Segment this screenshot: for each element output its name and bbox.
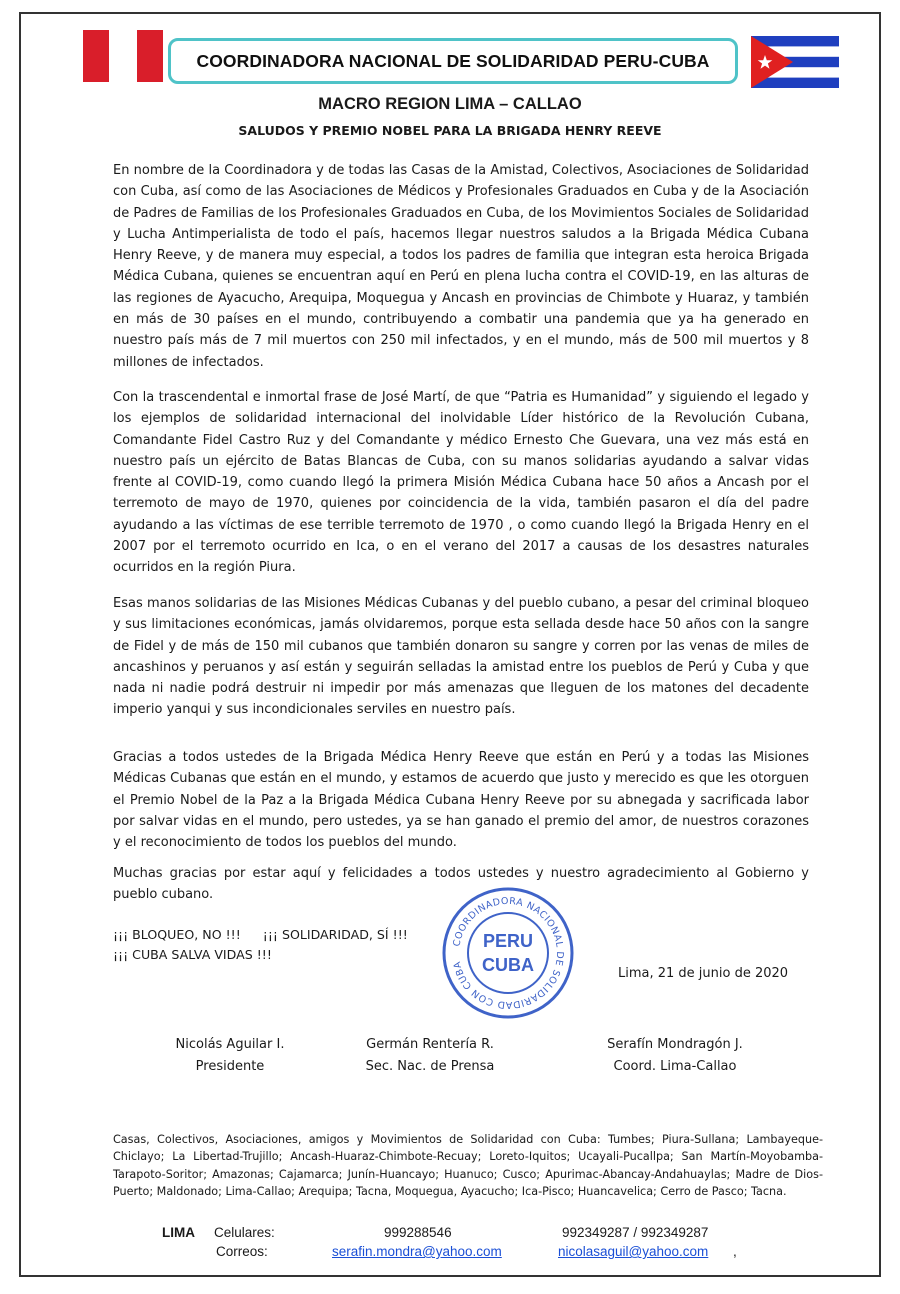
celulares-label: Celulares: [214, 1225, 275, 1240]
signatory-name: Nicolás Aguilar I. [175, 1037, 285, 1052]
signatory-block [330, 1034, 530, 1078]
cuba-flag-icon [751, 36, 839, 88]
slogans [113, 925, 408, 965]
phone-number: 992349287 / 992349287 [562, 1225, 709, 1240]
contact-city: LIMA [162, 1225, 195, 1240]
correos-label: Correos: [216, 1244, 268, 1259]
slogan-solidaridad: ¡¡¡ SOLIDARIDAD, SÍ !!! [262, 927, 408, 942]
document-date: Lima, 21 de junio de 2020 [618, 966, 789, 981]
signatory-role: Sec. Nac. de Prensa [365, 1059, 495, 1074]
email-separator: , [733, 1244, 737, 1259]
svg-text:PERU: PERU [482, 931, 534, 951]
signatory-block [575, 1034, 775, 1078]
document-subtitle: SALUDOS Y PREMIO NOBEL PARA LA BRIGADA HENRY REEVE [238, 123, 662, 138]
slogan-bloqueo: ¡¡¡ BLOQUEO, NO !!! [113, 927, 241, 942]
signatory-name: Germán Rentería R. [366, 1037, 494, 1052]
email-link[interactable]: serafin.mondra@yahoo.com [332, 1244, 502, 1259]
peru-flag-icon [83, 30, 163, 82]
signatory-role: Coord. Lima-Callao [613, 1059, 737, 1074]
signatory-name: Serafín Mondragón J. [607, 1037, 743, 1052]
body-paragraph: Muchas gracias por estar aquí y felicidades a todos ustedes y nuestro agradecimiento al Gobierno y pueblo cubano. [113, 866, 809, 903]
svg-text:CUBA: CUBA [482, 955, 534, 975]
slogan-cuba-salva-vidas: ¡¡¡ CUBA SALVA VIDAS !!! [113, 947, 272, 962]
signatory-role: Presidente [195, 1059, 265, 1074]
stamp-seal-icon [440, 885, 576, 1021]
svg-text:COORDINADORA NACIONAL DE SOLID: COORDINADORA NACIONAL DE SOLIDARIDAD CON CUBA [451, 895, 566, 1011]
body-paragraph: En nombre de la Coordinadora y de todas las Casas de la Amistad, Colectivos, Asociaciones de Solidaridad con Cuba, así como de las Asociaciones de Médicos y Profesionales Graduados en Cuba y de la Asociación de Padres de Familias de los Profesionales Graduados en Cuba, de los Movimientos Sociales de Solidaridad y Lucha Antimperialista de todo el país, hacemos llegar nuestros saludos a la Brigada Médica Cubana Henry Reeve, y de manera muy especial, a todos los padres de familia que integran esta heroica Brigada Médica Cubana, quienes se encuentran aquí en Perú en plena lucha contra el COVID-19, en las alturas de las regiones de Ayacucho, Arequipa, Moquegua y Ancash en provincias de Chimbote y Huaraz, y también en más de 30 países en el mundo, contribuyendo a combatir una pandemia que ya ha generado en nuestro país más de 7 mil muertos con 250 mil infectados, y en el mundo, más de 500 mil muertos y 8 millones de infectados. [113, 163, 809, 370]
region-heading: MACRO REGION LIMA – CALLAO [318, 95, 582, 113]
header-title-box [168, 38, 738, 84]
signatory-block [130, 1034, 330, 1078]
phone-number: 999288546 [384, 1225, 452, 1240]
body-paragraph: Gracias a todos ustedes de la Brigada Médica Henry Reeve que están en Perú y a todas las Misiones Médicas Cubanas que están en el mundo, y estamos de acuerdo que justo y merecido es que les otorguen el Premio Nobel de la Paz a la Brigada Médica Cubana Henry Reeve por su abnegada y sacrificada labor por salvar vidas en el mundo, pero ustedes, ya se han ganado el premio del amor, de nuestros corazones y el reconocimiento de todos los pueblos del mundo. [113, 750, 809, 851]
organization-title: COORDINADORA NACIONAL DE SOLIDARIDAD PERU-CUBA [196, 50, 710, 71]
email-link[interactable]: nicolasaguil@yahoo.com [558, 1244, 709, 1259]
body-paragraph: Con la trascendental e inmortal frase de José Martí, de que “Patria es Humanidad” y siguiendo el legado y los ejemplos de solidaridad internacional del inolvidable Líder histórico de la Revolución Cubana, Comandante Fidel Castro Ruz y del Comandante y médico Ernesto Che Guevara, una vez más está en nuestro país un ejército de Batas Blancas de Cuba, con su manos solidarias ayudando a salvar vidas frente al COVID-19, como cuando llegó la primera Misión Médica Cubana hace 50 años a Ancash por el terremoto de mayo de 1970, quienes por coincidencia de la vida, también pasaron el día del padre ayudando a las víctimas de ese terrible terremoto de 1970 , o como cuando llegó la Brigada Henry en el 2007 por el terremoto ocurrido en Ica, o en el verano del 2017 a causas de los desastres naturales ocurridos en la región Piura. [113, 390, 809, 576]
body-paragraph: Esas manos solidarias de las Misiones Médicas Cubanas y del pueblo cubano, a pesar del criminal bloqueo y sus limitaciones económicas, jamás olvidaremos, porque esta sellada desde hace 50 años con la sangre de Fidel y de más de 150 mil cubanos que también donaron su sangre y corren por las venas de miles de ancashinos y peruanos y así están y seguirán selladas la amistad entre los pueblos de Perú y Cuba y que nada ni nadie podrá destruir ni impedir por más amenazas que lleguen de los matones del decadente imperio yanqui y sus incondicionales serviles en nuestro país. [113, 596, 809, 718]
footer-organizations: Casas, Colectivos, Asociaciones, amigos y Movimientos de Solidaridad con Cuba: Tumbes; Piura-Sullana; Lambayeque-Chiclayo; La Libertad-Trujillo; Ancash-Huaraz-Chimbote-Recuay; Loreto-Iquitos; Ucayali-Pucallpa; San Martín-Moyobamba-Tarapoto-Soritor; Amazonas; Cajamarca; Junín-Huancayo; Huanuco; Cusco; Apurimac-Abancay-Andahuaylas; Madre de Dios-Puerto; Maldonado; Lima-Callao; Arequipa; Tacna, Moquegua, Ayacucho; Ica-Pisco; Huancavelica; Cerro de Pasco; Tacna. [113, 1133, 823, 1199]
